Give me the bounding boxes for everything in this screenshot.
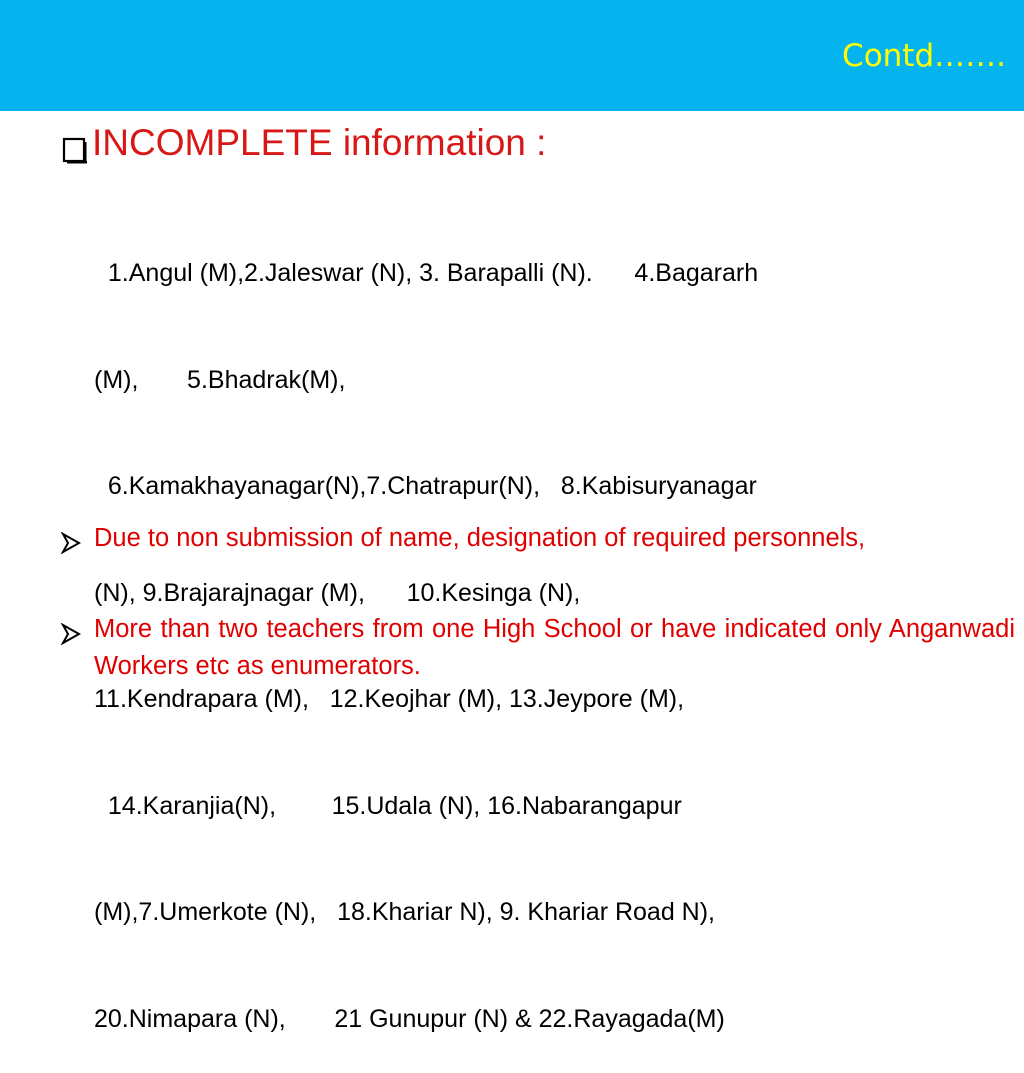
checkbox-icon — [62, 131, 88, 158]
list-line: 20.Nimapara (N), 21 Gunupur (N) & 22.Rayagada(M) — [94, 1004, 725, 1033]
header-bar — [0, 0, 1024, 111]
section-heading — [62, 122, 546, 164]
list-line: 6.Kamakhayanagar(N),7.Chatrapur(N), 8.Kabisuryanagar — [94, 472, 757, 500]
bullet-text: More than two teachers from one High School or have indicated only Anganwadi Workers etc as enumerators. — [94, 615, 1015, 680]
slide-title: Contd……. — [842, 38, 1006, 74]
list-line: 14.Karanjia(N), 15.Udala (N), 16.Nabarangapur — [94, 791, 682, 820]
bullet-text: Due to non submission of name, designation of required personnels, — [94, 524, 866, 552]
list-line: (M), 5.Bhadrak(M), — [94, 365, 346, 394]
list-line: 11.Kendrapara (M), 12.Keojhar (M), 13.Jeypore (M), — [94, 685, 685, 713]
arrow-bullet-icon — [60, 528, 82, 550]
list-line: (N), 9.Brajarajnagar (M), 10.Kesinga (N), — [94, 578, 581, 607]
arrow-bullet-icon — [60, 619, 82, 641]
section-heading-text: INCOMPLETE information : — [92, 122, 547, 163]
list-line: 1.Angul (M),2.Jaleswar (N), 3. Barapalli (N). 4.Bagararh — [94, 259, 759, 287]
list-line: (M),7.Umerkote (N), 18.Khariar N), 9. Khariar Road N), — [94, 898, 715, 926]
